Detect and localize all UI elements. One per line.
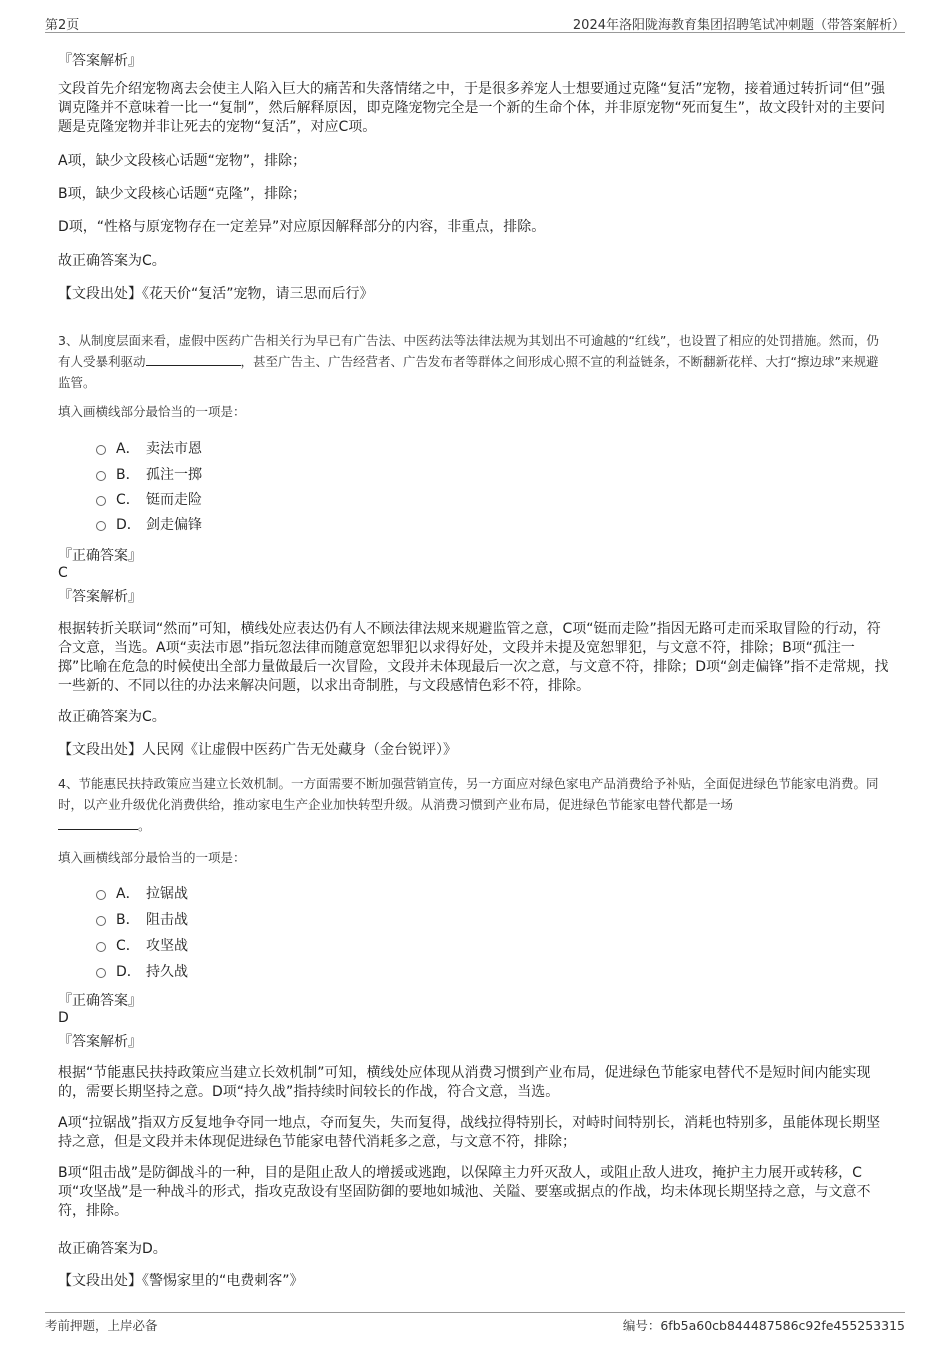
radio-icon[interactable] bbox=[96, 890, 106, 900]
q4-analysis-2: A项“拉锯战”指双方反复地争夺同一地点，夺而复失，失而复得，战线拉得特别长，对峙时间特别长，消耗也特别多，虽能体现长期坚持之意，但是文段并未体现促进绿色节能家电替代消耗多之意，与文意不符，排除； bbox=[58, 1115, 881, 1150]
q4-option-b[interactable]: B． 阻击战 bbox=[96, 910, 188, 930]
q4-stem: 4、节能惠民扶持政策应当建立长效机制。一方面需要不断加强营销宣传，另一方面应对绿色家电产品消费给予补贴，全面促进绿色节能家电消费。同时，以产业升级优化消费供给，推动家电生产企业加快转型升级。从消费习惯到产业布局，促进绿色节能家电替代都是一场 。 bbox=[58, 776, 879, 833]
radio-icon[interactable] bbox=[96, 521, 106, 531]
q3-option-a[interactable]: A． 卖法市恩 bbox=[96, 439, 202, 459]
radio-icon[interactable] bbox=[96, 942, 106, 952]
q4-prompt: 填入画横线部分最恰当的一项是： bbox=[58, 850, 246, 865]
q2-analysis-paragraph: 文段首先介绍宠物离去会使主人陷入巨大的痛苦和失落情绪之中，于是很多养宠人士想要通过克隆“复活”宠物，接着通过转折词“但”强调克隆并不意味着一比一“复制”，然后解释原因，即克隆宠物完全是一个新的生命个体，并非原宠物“死而复生”，故文段针对的主要问题是克隆宠物并非让死去的宠物“复活”，对应C项。 bbox=[58, 81, 886, 135]
footer-slogan: 考前押题，上岸必备 bbox=[45, 1318, 158, 1333]
q3-source: 【文段出处】人民网《让虚假中医药广告无处藏身（金台锐评）》 bbox=[58, 742, 457, 758]
footer-serial: 编号：6fb5a60cb844487586c92fe455253315 bbox=[622, 1318, 905, 1333]
q3-analysis: 根据转折关联词“然而”可知，横线处应表达仍有人不顾法律法规来规避监管之意，C项“铤而走险”指因无路可走而采取冒险的行动，符合文意，当选。A项“卖法市恩”指玩忽法律而随意宽恕罪犯以求得好处，文段并未提及宽恕罪犯，与文意不符，排除；B项“孤注一掷”比喻在危急的时候使出全部力量做最后一次冒险，文段并未体现最后一次之意，与文意不符，排除；D项“剑走偏锋”指不走常规，找一些新的、不同以往的办法来解决问题，以求出奇制胜，与文段感情色彩不符，排除。 bbox=[58, 621, 889, 694]
radio-icon[interactable] bbox=[96, 445, 106, 455]
q4-stem-text: 4、节能惠民扶持政策应当建立长效机制。一方面需要不断加强营销宣传，另一方面应对绿色家电产品消费给予补贴，全面促进绿色节能家电消费。同时，以产业升级优化消费供给，推动家电生产企业加快转型升级。从消费习惯到产业布局，促进绿色节能家电替代都是一场 bbox=[58, 776, 879, 812]
radio-icon[interactable] bbox=[96, 471, 106, 481]
q3-stem-after: ，甚至广告主、广告经营者、广告发布者等群体之间形成心照不宣的利益链条，不断翻新花样、大打“擦边球”来规避监管。 bbox=[58, 354, 879, 390]
q4-correct-answer: D bbox=[58, 1010, 69, 1026]
q3-option-d[interactable]: D． 剑走偏锋 bbox=[96, 515, 202, 535]
radio-icon[interactable] bbox=[96, 496, 106, 506]
q3-blank bbox=[146, 353, 241, 366]
q2-analysis-title: 『答案解析』 bbox=[58, 53, 142, 69]
q4-analysis-title: 『答案解析』 bbox=[58, 1034, 142, 1050]
q4-option-d[interactable]: D． 持久战 bbox=[96, 962, 188, 982]
radio-icon[interactable] bbox=[96, 916, 106, 926]
q3-conclusion: 故正确答案为C。 bbox=[58, 709, 166, 725]
q3-stem-before: 3、从制度层面来看，虚假中医药广告相关行为早已有广告法、中医药法等法律法规为其划出不可逾越的“红线”，也设置了相应的处罚措施。然而，仍有人受暴利驱动 bbox=[58, 333, 879, 369]
page-footer bbox=[45, 1312, 905, 1335]
q2-analysis-option-b: B项，缺少文段核心话题“克隆”，排除； bbox=[58, 186, 307, 202]
q2-conclusion: 故正确答案为C。 bbox=[58, 253, 166, 269]
q3-correct-title: 『正确答案』 bbox=[58, 548, 142, 564]
radio-icon[interactable] bbox=[96, 968, 106, 978]
q4-correct-title: 『正确答案』 bbox=[58, 993, 142, 1009]
page-number: 第2页 bbox=[45, 18, 80, 33]
q3-option-c[interactable]: C． 铤而走险 bbox=[96, 490, 202, 510]
q3-analysis-title: 『答案解析』 bbox=[58, 589, 142, 605]
q4-conclusion: 故正确答案为D。 bbox=[58, 1241, 167, 1257]
q3-stem bbox=[58, 330, 890, 393]
document-title: 2024年洛阳陇海教育集团招聘笔试冲刺题（带答案解析） bbox=[572, 18, 905, 33]
q4-analysis-3: B项“阻击战”是防御战斗的一种，目的是阻止敌人的增援或逃跑，以保障主力歼灭敌人，或阻止敌人进攻，掩护主力展开或转移，C项“攻坚战”是一种战斗的形式，指攻克敌设有坚固防御的要地如城池、关隘、要塞或据点的作战，均未体现长期坚持之意，与文意不符，排除。 bbox=[58, 1165, 871, 1219]
q4-source: 【文段出处】《警惕家里的“电费刺客”》 bbox=[58, 1273, 304, 1289]
q4-blank bbox=[58, 817, 138, 830]
q3-prompt: 填入画横线部分最恰当的一项是： bbox=[58, 404, 246, 419]
q2-source: 【文段出处】《花天价“复活”宠物，请三思而后行》 bbox=[58, 286, 374, 302]
q2-analysis-option-d: D项，“性格与原宠物存在一定差异”对应原因解释部分的内容，非重点，排除。 bbox=[58, 219, 546, 235]
q4-analysis-1: 根据“节能惠民扶持政策应当建立长效机制”可知，横线处应体现从消费习惯到产业布局，促进绿色节能家电替代不是短时间内能实现的，需要长期坚持之意。D项“持久战”指持续时间较长的作战，符合文意，当选。 bbox=[58, 1065, 871, 1100]
q3-option-b[interactable]: B． 孤注一掷 bbox=[96, 465, 202, 485]
q2-analysis-option-a: A项，缺少文段核心话题“宠物”，排除； bbox=[58, 153, 307, 169]
q4-option-a[interactable]: A． 拉锯战 bbox=[96, 884, 188, 904]
q3-correct-answer: C bbox=[58, 565, 68, 581]
q4-option-c[interactable]: C． 攻坚战 bbox=[96, 936, 188, 956]
page-header bbox=[45, 12, 905, 33]
